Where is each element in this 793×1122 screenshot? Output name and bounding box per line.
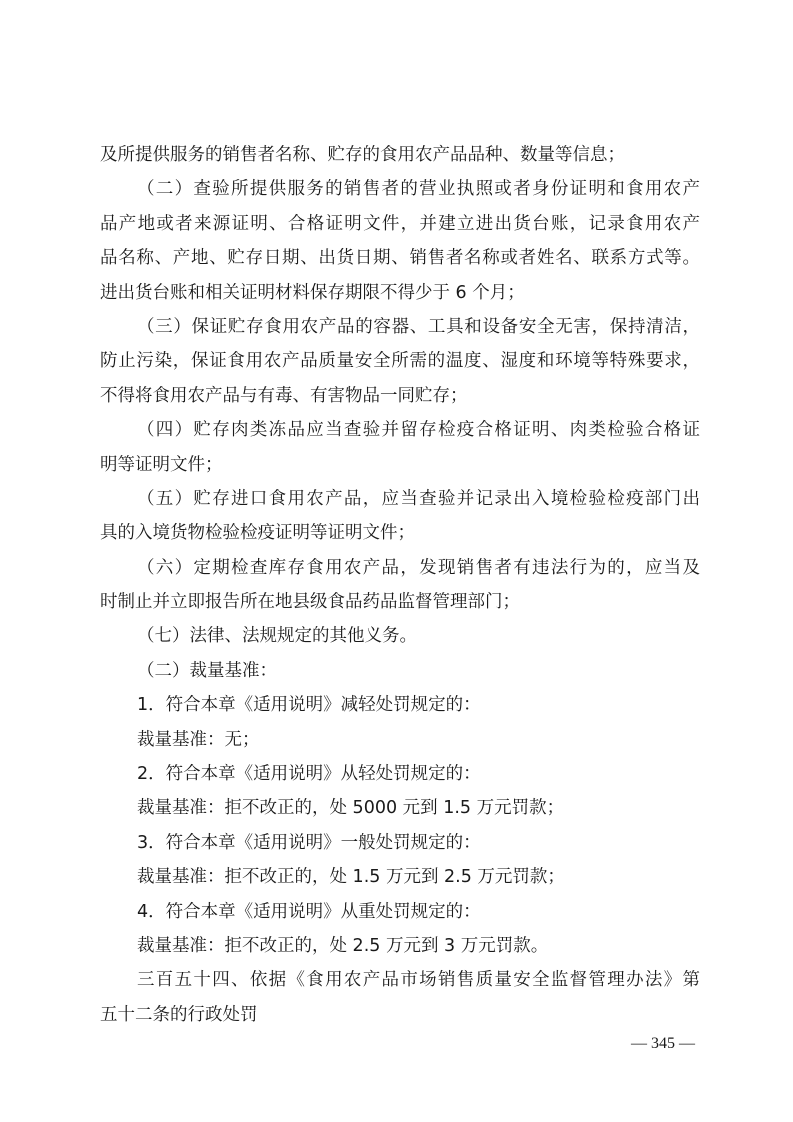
text-line: 裁量基准：拒不改正的，处 1.5 万元到 2.5 万元罚款； — [137, 867, 565, 888]
text-line: 裁量基准：拒不改正的，处 5000 元到 1.5 万元罚款； — [137, 798, 565, 819]
text-line: 具的入境货物检验检疫证明等证明文件； — [100, 523, 415, 544]
text-line: （三）保证贮存食用农产品的容器、工具和设备安全无害，保持清洁， — [137, 316, 700, 337]
text-line: 品名称、产地、贮存日期、出货日期、销售者名称或者姓名、联系方式等。 — [100, 248, 700, 269]
text-line: 裁量基准：无； — [137, 729, 260, 750]
text-line: 不得将食用农产品与有毒、有害物品一同贮存； — [100, 385, 468, 406]
text-line: （七）法律、法规规定的其他义务。 — [137, 626, 417, 647]
text-line: 进出货台账和相关证明材料保存期限不得少于 6 个月； — [100, 282, 525, 303]
page-number: — 345 — — [631, 1035, 695, 1052]
text-line: 品产地或者来源证明、合格证明文件，并建立进出货台账，记录食用农产 — [100, 213, 700, 234]
text-line: 2．符合本章《适用说明》从轻处罚规定的： — [137, 764, 481, 785]
text-line: 及所提供服务的销售者名称、贮存的食用农产品品种、数量等信息； — [100, 145, 625, 165]
text-line: （二）裁量基准： — [137, 660, 277, 681]
text-line: （六）定期检查库存食用农产品，发现销售者有违法行为的，应当及 — [137, 557, 700, 578]
text-line: 4．符合本章《适用说明》从重处罚规定的： — [137, 901, 481, 922]
text-line: 明等证明文件； — [100, 454, 223, 475]
text-line: 防止污染，保证食用农产品质量安全所需的温度、湿度和环境等特殊要求， — [100, 351, 700, 372]
text-line: （四）贮存肉类冻品应当查验并留存检疫合格证明、肉类检验合格证 — [137, 420, 700, 441]
text-line: 1．符合本章《适用说明》减轻处罚规定的： — [137, 695, 481, 716]
text-line: 3．符合本章《适用说明》一般处罚规定的： — [137, 832, 481, 853]
text-line: （二）查验所提供服务的销售者的营业执照或者身份证明和食用农产 — [137, 179, 700, 200]
text-line: 三百五十四、依据《食用农产品市场销售质量安全监督管理办法》第 — [137, 970, 700, 991]
text-line: 时制止并立即报告所在地县级食品药品监督管理部门； — [100, 592, 520, 613]
text-line: （五）贮存进口食用农产品，应当查验并记录出入境检验检疫部门出 — [137, 488, 700, 509]
document-body — [100, 138, 700, 1032]
text-line: 裁量基准：拒不改正的，处 2.5 万元到 3 万元罚款。 — [137, 935, 549, 956]
text-line: 五十二条的行政处罚 — [100, 1004, 258, 1025]
